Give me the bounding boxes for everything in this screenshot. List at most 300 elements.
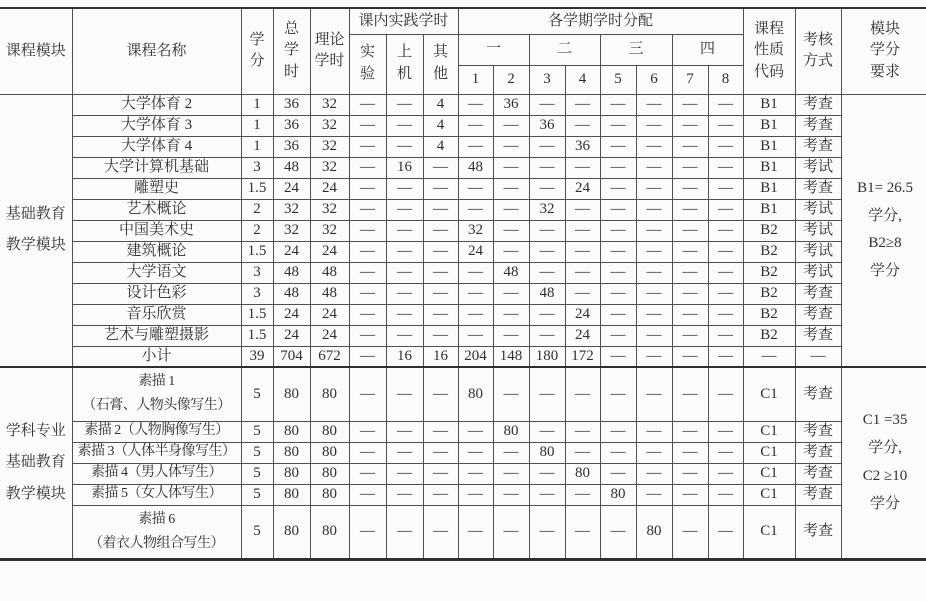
semester-5-hours-cell: — bbox=[600, 262, 636, 283]
semester-5-hours-cell: — bbox=[600, 94, 636, 115]
header-semester-allocation-group: 各学期学时分配 bbox=[458, 8, 743, 34]
course-row bbox=[0, 115, 926, 136]
total-hours-cell: 24 bbox=[273, 304, 310, 325]
semester-8-hours-cell: — bbox=[708, 283, 743, 304]
course-row bbox=[0, 346, 926, 367]
header-total-hours-line: 时 bbox=[283, 64, 299, 81]
semester-8-hours-cell: — bbox=[708, 325, 743, 346]
course-name-cell: 艺术概论 bbox=[72, 199, 241, 220]
total-hours-cell: 80 bbox=[273, 421, 310, 442]
semester-2-hours-cell: — bbox=[493, 367, 529, 421]
header-module-credit-requirement-line: 模块 bbox=[870, 20, 901, 37]
course-name-cell: 大学计算机基础 bbox=[72, 157, 241, 178]
total-hours-cell: 32 bbox=[273, 220, 310, 241]
assessment-cell: 考查 bbox=[795, 178, 841, 199]
semester-4-hours-cell: — bbox=[565, 220, 600, 241]
header-practice-col-2 bbox=[386, 34, 423, 94]
header-course-name: 课程名称 bbox=[72, 8, 241, 94]
semester-2-hours-cell: — bbox=[493, 241, 529, 262]
credits-cell: 1.5 bbox=[241, 241, 273, 262]
semester-7-hours-cell: — bbox=[672, 241, 708, 262]
computer-hours-cell: — bbox=[386, 283, 423, 304]
semester-7-hours-cell: — bbox=[672, 115, 708, 136]
semester-3-hours-cell: — bbox=[529, 262, 565, 283]
assessment-cell: 考查 bbox=[795, 484, 841, 505]
semester-7-hours-cell: — bbox=[672, 367, 708, 421]
semester-4-hours-cell: 24 bbox=[565, 304, 600, 325]
semester-1-hours-cell: — bbox=[458, 505, 493, 559]
course-code-cell: B1 bbox=[743, 157, 795, 178]
semester-6-hours-cell: 80 bbox=[636, 505, 672, 559]
course-row bbox=[0, 220, 926, 241]
total-hours-cell: 24 bbox=[273, 325, 310, 346]
semester-3-hours-cell: 48 bbox=[529, 283, 565, 304]
assessment-cell: 考查 bbox=[795, 463, 841, 484]
semester-6-hours-cell: — bbox=[636, 421, 672, 442]
computer-hours-cell: — bbox=[386, 262, 423, 283]
header-module-credit-requirement-line: 要求 bbox=[870, 64, 901, 81]
semester-8-hours-cell: — bbox=[708, 157, 743, 178]
header-theory-hours-line: 学时 bbox=[314, 53, 345, 70]
header-semester-6: 6 bbox=[636, 65, 672, 94]
course-name-cell: 大学体育 2 bbox=[72, 94, 241, 115]
credits-cell: 2 bbox=[241, 220, 273, 241]
assessment-cell: — bbox=[795, 346, 841, 367]
semester-1-hours-cell: 204 bbox=[458, 346, 493, 367]
semester-5-hours-cell: — bbox=[600, 157, 636, 178]
computer-hours-cell: — bbox=[386, 115, 423, 136]
semester-4-hours-cell: — bbox=[565, 94, 600, 115]
header-assessment-method-line: 考核 bbox=[803, 31, 834, 48]
assessment-cell: 考查 bbox=[795, 505, 841, 559]
theory-hours-cell: 80 bbox=[310, 505, 349, 559]
header-practice-col-2-line: 上 bbox=[396, 44, 412, 61]
course-code-cell: C1 bbox=[743, 442, 795, 463]
semester-2-hours-cell: — bbox=[493, 157, 529, 178]
other-hours-cell: — bbox=[423, 505, 458, 559]
module-requirement-cell-line: 学分 bbox=[870, 495, 901, 512]
semester-5-hours-cell: — bbox=[600, 178, 636, 199]
course-row bbox=[0, 484, 926, 505]
course-row bbox=[0, 421, 926, 442]
semester-5-hours-cell: 80 bbox=[600, 484, 636, 505]
course-code-cell: B1 bbox=[743, 178, 795, 199]
theory-hours-cell: 24 bbox=[310, 241, 349, 262]
header-year-3: 三 bbox=[600, 34, 672, 65]
module-requirement-cell-line: B1= 26.5 bbox=[857, 179, 914, 196]
semester-1-hours-cell: 24 bbox=[458, 241, 493, 262]
course-row bbox=[0, 262, 926, 283]
experiment-hours-cell: — bbox=[349, 136, 386, 157]
course-code-cell: C1 bbox=[743, 421, 795, 442]
header-course-nature-code bbox=[743, 8, 795, 94]
semester-6-hours-cell: — bbox=[636, 94, 672, 115]
header-year-4: 四 bbox=[672, 34, 743, 65]
computer-hours-cell: — bbox=[386, 463, 423, 484]
experiment-hours-cell: — bbox=[349, 367, 386, 421]
semester-4-hours-cell: 80 bbox=[565, 463, 600, 484]
computer-hours-cell: — bbox=[386, 199, 423, 220]
header-course-module: 课程模块 bbox=[0, 8, 72, 94]
total-hours-cell: 80 bbox=[273, 442, 310, 463]
experiment-hours-cell: — bbox=[349, 283, 386, 304]
course-row bbox=[0, 178, 926, 199]
semester-5-hours-cell: — bbox=[600, 325, 636, 346]
credits-cell: 5 bbox=[241, 442, 273, 463]
semester-7-hours-cell: — bbox=[672, 463, 708, 484]
assessment-cell: 考查 bbox=[795, 94, 841, 115]
semester-8-hours-cell: — bbox=[708, 484, 743, 505]
semester-3-hours-cell: 80 bbox=[529, 442, 565, 463]
semester-3-hours-cell: — bbox=[529, 220, 565, 241]
experiment-hours-cell: — bbox=[349, 241, 386, 262]
course-name-cell: 艺术与雕塑摄影 bbox=[72, 325, 241, 346]
semester-8-hours-cell: — bbox=[708, 178, 743, 199]
semester-1-hours-cell: — bbox=[458, 484, 493, 505]
other-hours-cell: — bbox=[423, 220, 458, 241]
semester-4-hours-cell: — bbox=[565, 484, 600, 505]
other-hours-cell: — bbox=[423, 262, 458, 283]
course-code-cell: C1 bbox=[743, 463, 795, 484]
other-hours-cell: 4 bbox=[423, 94, 458, 115]
course-name-cell: 素描 2（人物胸像写生） bbox=[72, 421, 241, 442]
semester-6-hours-cell: — bbox=[636, 367, 672, 421]
course-name-cell: 小计 bbox=[72, 346, 241, 367]
semester-8-hours-cell: — bbox=[708, 94, 743, 115]
header-total-hours-line: 学 bbox=[283, 42, 299, 59]
course-row bbox=[0, 199, 926, 220]
computer-hours-cell: — bbox=[386, 325, 423, 346]
semester-1-hours-cell: — bbox=[458, 178, 493, 199]
theory-hours-cell: 80 bbox=[310, 367, 349, 421]
header-practice-col-3-line: 其 bbox=[433, 44, 449, 61]
other-hours-cell: — bbox=[423, 484, 458, 505]
header-total-hours bbox=[273, 8, 310, 94]
semester-2-hours-cell: — bbox=[493, 136, 529, 157]
semester-3-hours-cell: — bbox=[529, 136, 565, 157]
total-hours-cell: 36 bbox=[273, 94, 310, 115]
semester-4-hours-cell: — bbox=[565, 157, 600, 178]
computer-hours-cell: — bbox=[386, 304, 423, 325]
semester-1-hours-cell: — bbox=[458, 442, 493, 463]
course-name-cell: 大学语文 bbox=[72, 262, 241, 283]
course-code-cell: B2 bbox=[743, 220, 795, 241]
semester-4-hours-cell: — bbox=[565, 115, 600, 136]
semester-4-hours-cell: — bbox=[565, 505, 600, 559]
semester-4-hours-cell: — bbox=[565, 283, 600, 304]
semester-6-hours-cell: — bbox=[636, 463, 672, 484]
total-hours-cell: 80 bbox=[273, 367, 310, 421]
header-practice-col-1 bbox=[349, 34, 386, 94]
semester-7-hours-cell: — bbox=[672, 505, 708, 559]
course-code-cell: — bbox=[743, 346, 795, 367]
header-course-nature-code-line: 课程 bbox=[754, 20, 785, 37]
assessment-cell: 考查 bbox=[795, 115, 841, 136]
module-name-cell-line: 学科专业 bbox=[5, 422, 66, 439]
course-code-cell: B2 bbox=[743, 241, 795, 262]
total-hours-cell: 80 bbox=[273, 463, 310, 484]
credits-cell: 1 bbox=[241, 94, 273, 115]
semester-7-hours-cell: — bbox=[672, 325, 708, 346]
semester-6-hours-cell: — bbox=[636, 262, 672, 283]
semester-3-hours-cell: — bbox=[529, 178, 565, 199]
other-hours-cell: — bbox=[423, 367, 458, 421]
other-hours-cell: — bbox=[423, 157, 458, 178]
semester-4-hours-cell: 24 bbox=[565, 325, 600, 346]
computer-hours-cell: — bbox=[386, 94, 423, 115]
computer-hours-cell: — bbox=[386, 367, 423, 421]
semester-3-hours-cell: — bbox=[529, 94, 565, 115]
semester-2-hours-cell: — bbox=[493, 463, 529, 484]
total-hours-cell: 48 bbox=[273, 262, 310, 283]
assessment-cell: 考查 bbox=[795, 283, 841, 304]
semester-7-hours-cell: — bbox=[672, 283, 708, 304]
semester-5-hours-cell: — bbox=[600, 304, 636, 325]
header-course-nature-code-line: 代码 bbox=[754, 64, 785, 81]
semester-4-hours-cell: — bbox=[565, 421, 600, 442]
semester-3-hours-cell: 32 bbox=[529, 199, 565, 220]
semester-2-hours-cell: — bbox=[493, 283, 529, 304]
credits-cell: 1.5 bbox=[241, 325, 273, 346]
total-hours-cell: 36 bbox=[273, 115, 310, 136]
course-name-cell-line: （石膏、人物头像写生） bbox=[82, 398, 231, 414]
module-requirement-cell-line: 学分 bbox=[870, 263, 901, 279]
course-row bbox=[0, 136, 926, 157]
course-row bbox=[0, 367, 926, 421]
experiment-hours-cell: — bbox=[349, 178, 386, 199]
header-theory-hours-line: 理论 bbox=[314, 31, 345, 48]
course-name-cell: 中国美术史 bbox=[72, 220, 241, 241]
semester-1-hours-cell: — bbox=[458, 199, 493, 220]
header-course-nature-code-line: 性质 bbox=[754, 42, 785, 59]
theory-hours-cell: 32 bbox=[310, 199, 349, 220]
semester-1-hours-cell: — bbox=[458, 325, 493, 346]
other-hours-cell: — bbox=[423, 463, 458, 484]
semester-3-hours-cell: — bbox=[529, 421, 565, 442]
credits-cell: 5 bbox=[241, 421, 273, 442]
assessment-cell: 考查 bbox=[795, 304, 841, 325]
course-name-cell: 建筑概论 bbox=[72, 241, 241, 262]
header-assessment-method bbox=[795, 8, 841, 94]
semester-1-hours-cell: 80 bbox=[458, 367, 493, 421]
module-name-cell-line: 基础教育 bbox=[5, 454, 66, 470]
header-inclass-practice-group: 课内实践学时 bbox=[349, 8, 458, 34]
semester-1-hours-cell: — bbox=[458, 304, 493, 325]
semester-6-hours-cell: — bbox=[636, 115, 672, 136]
assessment-cell: 考查 bbox=[795, 442, 841, 463]
computer-hours-cell: — bbox=[386, 136, 423, 157]
experiment-hours-cell: — bbox=[349, 220, 386, 241]
module-requirement-cell bbox=[841, 94, 926, 367]
credits-cell: 5 bbox=[241, 505, 273, 559]
header-practice-col-1-line: 实 bbox=[359, 44, 375, 61]
semester-4-hours-cell: — bbox=[565, 262, 600, 283]
credits-cell: 1.5 bbox=[241, 178, 273, 199]
course-row bbox=[0, 304, 926, 325]
theory-hours-cell: 24 bbox=[310, 304, 349, 325]
header-semester-2: 2 bbox=[493, 65, 529, 94]
semester-8-hours-cell: — bbox=[708, 136, 743, 157]
semester-5-hours-cell: — bbox=[600, 463, 636, 484]
other-hours-cell: — bbox=[423, 241, 458, 262]
semester-8-hours-cell: — bbox=[708, 463, 743, 484]
course-name-cell: 大学体育 3 bbox=[72, 115, 241, 136]
assessment-cell: 考试 bbox=[795, 220, 841, 241]
course-row bbox=[0, 505, 926, 559]
semester-6-hours-cell: — bbox=[636, 304, 672, 325]
semester-6-hours-cell: — bbox=[636, 136, 672, 157]
theory-hours-cell: 80 bbox=[310, 484, 349, 505]
course-code-cell: C1 bbox=[743, 367, 795, 421]
other-hours-cell: — bbox=[423, 178, 458, 199]
header-semester-5: 5 bbox=[600, 65, 636, 94]
header-practice-col-3 bbox=[423, 34, 458, 94]
credits-cell: 1 bbox=[241, 136, 273, 157]
semester-5-hours-cell: — bbox=[600, 283, 636, 304]
computer-hours-cell: — bbox=[386, 442, 423, 463]
module-name-cell-line: 教学模块 bbox=[5, 485, 66, 502]
semester-5-hours-cell: — bbox=[600, 421, 636, 442]
module-requirement-cell-line: 学分, bbox=[868, 440, 902, 456]
module-requirement-cell-line: 学分, bbox=[868, 207, 902, 224]
assessment-cell: 考试 bbox=[795, 157, 841, 178]
other-hours-cell: — bbox=[423, 325, 458, 346]
semester-5-hours-cell: — bbox=[600, 241, 636, 262]
semester-6-hours-cell: — bbox=[636, 325, 672, 346]
semester-4-hours-cell: — bbox=[565, 199, 600, 220]
theory-hours-cell: 32 bbox=[310, 220, 349, 241]
module-name-cell bbox=[0, 367, 72, 559]
semester-7-hours-cell: — bbox=[672, 157, 708, 178]
theory-hours-cell: 32 bbox=[310, 157, 349, 178]
semester-8-hours-cell: — bbox=[708, 367, 743, 421]
course-code-cell: B1 bbox=[743, 199, 795, 220]
header-credits-line: 分 bbox=[249, 53, 265, 70]
assessment-cell: 考查 bbox=[795, 136, 841, 157]
experiment-hours-cell: — bbox=[349, 262, 386, 283]
experiment-hours-cell: — bbox=[349, 325, 386, 346]
course-row bbox=[0, 241, 926, 262]
assessment-cell: 考查 bbox=[795, 421, 841, 442]
credits-cell: 1 bbox=[241, 115, 273, 136]
semester-8-hours-cell: — bbox=[708, 442, 743, 463]
semester-6-hours-cell: — bbox=[636, 241, 672, 262]
header-semester-4: 4 bbox=[565, 65, 600, 94]
other-hours-cell: — bbox=[423, 442, 458, 463]
experiment-hours-cell: — bbox=[349, 421, 386, 442]
course-name-cell: 音乐欣赏 bbox=[72, 304, 241, 325]
semester-1-hours-cell: — bbox=[458, 136, 493, 157]
header-credits-line: 学 bbox=[249, 31, 265, 48]
course-name-cell bbox=[72, 505, 241, 559]
experiment-hours-cell: — bbox=[349, 157, 386, 178]
header-theory-hours bbox=[310, 8, 349, 94]
semester-2-hours-cell: — bbox=[493, 178, 529, 199]
semester-1-hours-cell: — bbox=[458, 262, 493, 283]
module-name-cell-line: 教学模块 bbox=[5, 237, 66, 254]
module-name-cell-line: 基础教育 bbox=[5, 205, 66, 222]
semester-7-hours-cell: — bbox=[672, 136, 708, 157]
header-practice-col-1-line: 验 bbox=[359, 66, 375, 82]
experiment-hours-cell: — bbox=[349, 463, 386, 484]
semester-7-hours-cell: — bbox=[672, 220, 708, 241]
course-name-cell: 大学体育 4 bbox=[72, 136, 241, 157]
theory-hours-cell: 80 bbox=[310, 442, 349, 463]
header-semester-7: 7 bbox=[672, 65, 708, 94]
semester-2-hours-cell: 48 bbox=[493, 262, 529, 283]
semester-1-hours-cell: — bbox=[458, 283, 493, 304]
header-credits bbox=[241, 8, 273, 94]
course-name-cell: 素描 5（女人体写生） bbox=[72, 484, 241, 505]
semester-6-hours-cell: — bbox=[636, 220, 672, 241]
experiment-hours-cell: — bbox=[349, 484, 386, 505]
semester-6-hours-cell: — bbox=[636, 157, 672, 178]
course-name-cell: 雕塑史 bbox=[72, 178, 241, 199]
semester-3-hours-cell: — bbox=[529, 304, 565, 325]
assessment-cell: 考试 bbox=[795, 241, 841, 262]
course-code-cell: B1 bbox=[743, 94, 795, 115]
course-code-cell: C1 bbox=[743, 484, 795, 505]
semester-4-hours-cell: 24 bbox=[565, 178, 600, 199]
semester-3-hours-cell: — bbox=[529, 484, 565, 505]
experiment-hours-cell: — bbox=[349, 346, 386, 367]
course-code-cell: B2 bbox=[743, 262, 795, 283]
experiment-hours-cell: — bbox=[349, 94, 386, 115]
theory-hours-cell: 672 bbox=[310, 346, 349, 367]
module-requirement-cell-line: C2 ≥10 bbox=[862, 467, 908, 484]
semester-3-hours-cell: 36 bbox=[529, 115, 565, 136]
semester-5-hours-cell: — bbox=[600, 220, 636, 241]
semester-8-hours-cell: — bbox=[708, 199, 743, 220]
credits-cell: 1.5 bbox=[241, 304, 273, 325]
header-semester-3: 3 bbox=[529, 65, 565, 94]
module-name-cell bbox=[0, 94, 72, 367]
assessment-cell: 考查 bbox=[795, 367, 841, 421]
credits-cell: 3 bbox=[241, 262, 273, 283]
header-semester-8: 8 bbox=[708, 65, 743, 94]
theory-hours-cell: 32 bbox=[310, 115, 349, 136]
course-row bbox=[0, 442, 926, 463]
course-code-cell: B2 bbox=[743, 325, 795, 346]
semester-6-hours-cell: — bbox=[636, 346, 672, 367]
semester-4-hours-cell: — bbox=[565, 442, 600, 463]
semester-7-hours-cell: — bbox=[672, 304, 708, 325]
semester-4-hours-cell: 172 bbox=[565, 346, 600, 367]
header-total-hours-line: 总 bbox=[283, 20, 299, 37]
semester-8-hours-cell: — bbox=[708, 346, 743, 367]
experiment-hours-cell: — bbox=[349, 505, 386, 559]
total-hours-cell: 80 bbox=[273, 484, 310, 505]
computer-hours-cell: — bbox=[386, 220, 423, 241]
total-hours-cell: 48 bbox=[273, 157, 310, 178]
semester-8-hours-cell: — bbox=[708, 304, 743, 325]
course-code-cell: B1 bbox=[743, 136, 795, 157]
credits-cell: 2 bbox=[241, 199, 273, 220]
semester-2-hours-cell: — bbox=[493, 484, 529, 505]
semester-3-hours-cell: — bbox=[529, 505, 565, 559]
theory-hours-cell: 48 bbox=[310, 283, 349, 304]
semester-5-hours-cell: — bbox=[600, 346, 636, 367]
assessment-cell: 考试 bbox=[795, 262, 841, 283]
semester-2-hours-cell: 36 bbox=[493, 94, 529, 115]
header-assessment-method-line: 方式 bbox=[803, 53, 834, 70]
semester-7-hours-cell: — bbox=[672, 199, 708, 220]
semester-3-hours-cell: — bbox=[529, 463, 565, 484]
semester-1-hours-cell: — bbox=[458, 463, 493, 484]
semester-3-hours-cell: — bbox=[529, 325, 565, 346]
semester-2-hours-cell: — bbox=[493, 505, 529, 559]
total-hours-cell: 48 bbox=[273, 283, 310, 304]
